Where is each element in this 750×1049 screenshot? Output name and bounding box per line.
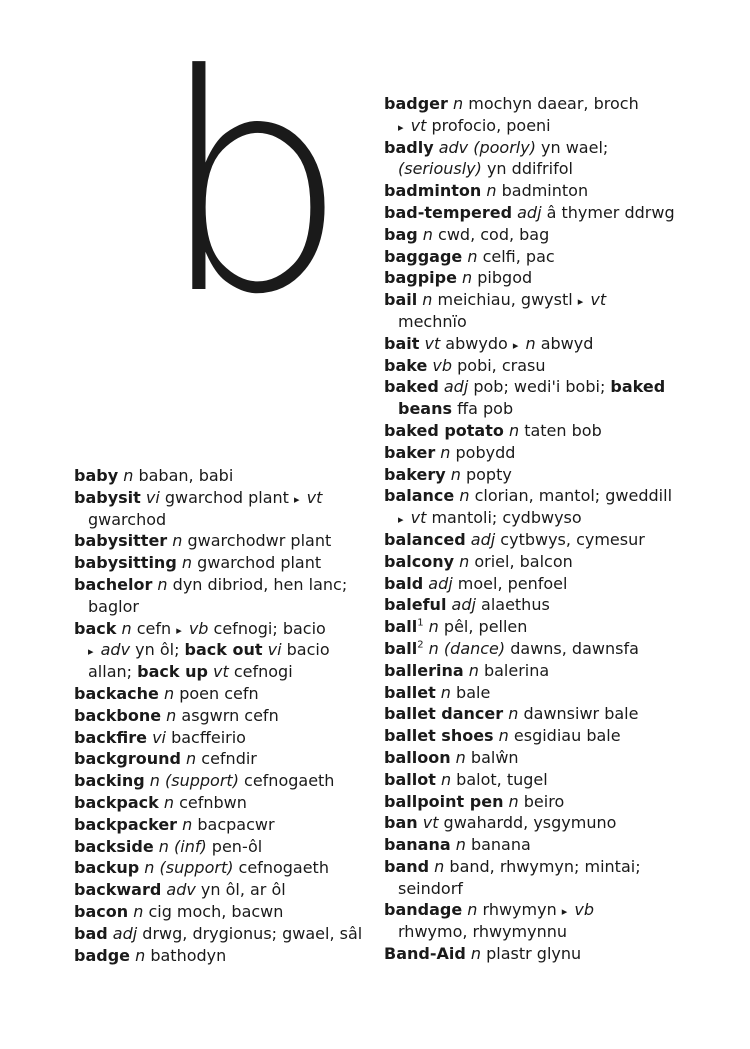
translation: gwarchod [88, 509, 167, 529]
entry-line [384, 376, 684, 398]
part-of-speech: n [417, 290, 433, 310]
part-of-speech: vb [183, 618, 209, 638]
headword: ballet [384, 682, 436, 702]
arrow-icon: ▸ [294, 492, 300, 506]
part-of-speech: adj [438, 377, 469, 397]
entry-line [384, 703, 684, 725]
translation: plastr glynu [481, 944, 582, 964]
entry-line [384, 682, 684, 704]
translation: yn wael; [535, 137, 609, 157]
translation: allan; [88, 662, 138, 682]
translation: baglor [88, 596, 139, 616]
translation: popty [460, 464, 512, 484]
part-of-speech: n [116, 618, 132, 638]
translation: cefndir [196, 749, 257, 769]
headword: badly [384, 137, 434, 157]
part-of-speech: vi [262, 640, 282, 660]
part-of-speech: n [450, 835, 466, 855]
entry-line [384, 834, 684, 856]
arrow-icon: ▸ [577, 295, 584, 309]
part-of-speech: vb [569, 900, 595, 920]
translation: gwarchod plant [159, 487, 295, 507]
translation: gwahardd, ysgymuno [438, 813, 617, 833]
translation: bacio [281, 640, 330, 660]
entry-line [384, 529, 684, 551]
part-of-speech: n [454, 551, 470, 571]
arrow-icon: ▸ [88, 645, 94, 659]
part-of-speech: n [153, 836, 169, 856]
entry-line [74, 618, 374, 640]
headword: beans [398, 399, 453, 419]
entry-line [384, 355, 684, 377]
usage-note: (support) [154, 858, 234, 878]
entry-line [384, 246, 684, 268]
headword: babysit [74, 487, 141, 507]
entry-line [384, 747, 684, 769]
entry-line [384, 660, 684, 682]
usage-note: (seriously) [398, 159, 482, 179]
section-letter: b [158, 11, 349, 360]
part-of-speech: n [447, 94, 464, 113]
translation: mechnïo [398, 311, 467, 331]
translation: gwarchodwr plant [182, 531, 332, 551]
entry-line [384, 267, 684, 289]
headword: ball [384, 638, 418, 658]
translation: mochyn daear, broch [463, 94, 639, 113]
entry-line [384, 137, 684, 159]
headword: bagpipe [384, 268, 457, 288]
translation: band, rhwymyn; mintai; [444, 856, 641, 876]
headword: bald [384, 573, 424, 593]
headword: back up [137, 662, 208, 682]
part-of-speech: n [130, 945, 146, 965]
entry-line [384, 638, 684, 660]
translation: poen cefn [174, 683, 259, 703]
headword: badger [384, 94, 448, 113]
entry-line [384, 769, 684, 791]
translation: cefnogi; bacio [208, 618, 326, 638]
headword: ballet shoes [384, 726, 494, 746]
part-of-speech: n [435, 682, 451, 702]
headword: badminton [384, 181, 482, 201]
part-of-speech: n [462, 900, 478, 920]
headword: baker [384, 442, 436, 462]
translation: balerina [478, 660, 550, 680]
headword: bandage [384, 900, 463, 920]
part-of-speech: n [417, 224, 433, 244]
translation: balot, tugel [451, 769, 548, 789]
translation: gwarchod plant [192, 553, 322, 573]
translation: oriel, balcon [469, 551, 573, 571]
translation: beiro [518, 791, 565, 811]
translation: balŵn [465, 747, 519, 767]
entry-continuation [74, 661, 374, 683]
part-of-speech: n [481, 181, 497, 201]
headword: balanced [384, 529, 466, 549]
entry-line [384, 202, 684, 224]
part-of-speech: n [503, 791, 519, 811]
headword: ballot [384, 769, 436, 789]
entry-line [74, 465, 374, 487]
translation: banana [465, 835, 531, 855]
homograph-number: 1 [417, 617, 424, 629]
translation: clorian, mantol; gweddill [469, 486, 673, 506]
part-of-speech: vi [140, 487, 160, 507]
entry-line [384, 616, 684, 638]
entry-line [74, 814, 374, 836]
entry-line [384, 464, 684, 486]
translation: dyn dibriod, hen lanc; [167, 574, 348, 594]
part-of-speech: n [503, 704, 519, 724]
left-column [74, 465, 374, 966]
translation: esgidiau bale [508, 726, 621, 746]
translation: cytbwys, cymesur [495, 529, 645, 549]
translation: pêl, pellen [438, 617, 528, 637]
entry-continuation [384, 115, 684, 137]
part-of-speech: n [520, 333, 536, 353]
entry-line [384, 943, 684, 965]
translation: profocio, poeni [426, 115, 551, 135]
part-of-speech: n [161, 705, 177, 725]
headword: balance [384, 486, 455, 506]
headword: backward [74, 880, 162, 900]
arrow-icon: ▸ [398, 120, 404, 134]
entry-line [384, 93, 684, 115]
headword: balcony [384, 551, 455, 571]
translation: yn ôl; [130, 640, 185, 660]
part-of-speech: n [462, 246, 478, 266]
translation: rhwymyn [477, 900, 562, 920]
headword: baggage [384, 246, 463, 266]
entry-continuation [384, 311, 684, 333]
translation: abwyd [535, 333, 594, 353]
translation: yn ôl, ar ôl [195, 880, 286, 900]
headword: backing [74, 771, 145, 791]
entry-line [74, 923, 374, 945]
part-of-speech: n [144, 771, 160, 791]
headword: baked [384, 377, 439, 397]
headword: bag [384, 224, 418, 244]
usage-note: (inf) [168, 836, 207, 856]
entry-line [74, 836, 374, 858]
part-of-speech: adj [512, 202, 542, 222]
entry-continuation [74, 509, 374, 531]
part-of-speech: n [454, 486, 470, 506]
headword: backpack [74, 792, 159, 812]
entry-line [384, 725, 684, 747]
headword: bad-tempered [384, 202, 513, 222]
entry-continuation [384, 921, 684, 943]
translation: bacpacwr [192, 814, 275, 834]
headword: baked [610, 377, 666, 397]
headword: bail [384, 290, 418, 310]
part-of-speech: vt [585, 290, 607, 310]
part-of-speech: n [176, 553, 192, 573]
translation: cefnogaeth [233, 858, 329, 878]
translation: yn ddifrifol [481, 159, 573, 179]
headword: bait [384, 333, 420, 353]
part-of-speech: vi [146, 727, 166, 747]
translation: cefnbwn [173, 792, 247, 812]
headword: baby [74, 466, 119, 485]
part-of-speech: n [177, 814, 193, 834]
headword: backup [74, 858, 140, 878]
part-of-speech: vt [301, 487, 323, 507]
usage-note: (dance) [438, 638, 506, 658]
entry-line [384, 420, 684, 442]
part-of-speech: n [445, 464, 461, 484]
part-of-speech: n [493, 726, 509, 746]
entry-line [384, 594, 684, 616]
entry-line [74, 574, 374, 596]
entry-line [74, 727, 374, 749]
entry-continuation [384, 158, 684, 180]
headword: bacon [74, 901, 129, 921]
part-of-speech: vb [427, 355, 453, 375]
entry-line [74, 901, 374, 923]
entry-line [384, 573, 684, 595]
headword: balloon [384, 747, 451, 767]
part-of-speech: n [429, 856, 445, 876]
arrow-icon: ▸ [512, 338, 519, 352]
entry-line [384, 180, 684, 202]
part-of-speech: n [456, 268, 473, 288]
translation: bacffeirio [165, 727, 246, 747]
entry-line [74, 530, 374, 552]
entry-line [74, 857, 374, 879]
headword: background [74, 749, 181, 769]
part-of-speech: n [152, 574, 168, 594]
part-of-speech: n [463, 660, 479, 680]
headword: ballet dancer [384, 704, 504, 724]
entry-line [384, 812, 684, 834]
part-of-speech: n [118, 466, 134, 485]
part-of-speech: adv [161, 880, 196, 900]
entry-line [74, 770, 374, 792]
entry-line [74, 792, 374, 814]
translation: celfi, pac [477, 246, 555, 266]
translation: ffa pob [452, 399, 514, 419]
headword: baleful [384, 595, 447, 615]
translation: cefn [131, 618, 177, 638]
headword: band [384, 856, 430, 876]
translation: taten bob [519, 420, 602, 440]
headword: backside [74, 836, 154, 856]
translation: bale [450, 682, 491, 702]
headword: baked potato [384, 420, 504, 440]
part-of-speech: vt [405, 508, 427, 528]
arrow-icon: ▸ [398, 513, 404, 527]
headword: ballpoint pen [384, 791, 504, 811]
part-of-speech: adj [423, 573, 453, 593]
headword: bachelor [74, 574, 153, 594]
translation: dawnsiwr bale [518, 704, 639, 724]
translation: pobydd [450, 442, 516, 462]
part-of-speech: n [435, 769, 452, 789]
translation: alaethus [475, 595, 550, 615]
entry-line [384, 551, 684, 573]
homograph-number: 2 [417, 639, 424, 651]
translation: abwydo [440, 333, 513, 353]
translation: pob; wedi'i bobi; [468, 377, 611, 397]
translation: cefnogi [228, 662, 293, 682]
headword: ban [384, 813, 418, 833]
part-of-speech: n [158, 792, 174, 812]
entry-line [384, 442, 684, 464]
translation: rhwymo, rhwymynnu [398, 922, 568, 942]
headword: backfire [74, 727, 147, 747]
translation: pibgod [472, 268, 533, 288]
translation: drwg, drygionus; gwael, sâl [137, 923, 363, 943]
translation: â thymer ddrwg [541, 202, 675, 222]
part-of-speech: n [465, 944, 482, 964]
part-of-speech: vt [419, 333, 441, 353]
part-of-speech: n [180, 749, 197, 769]
translation: pen-ôl [206, 836, 263, 856]
arrow-icon: ▸ [176, 623, 182, 637]
headword: babysitting [74, 553, 177, 573]
translation: dawns, dawnsfa [505, 638, 639, 658]
translation: badminton [496, 181, 589, 201]
part-of-speech: vt [207, 662, 229, 682]
headword: back [74, 618, 117, 638]
part-of-speech: n [423, 617, 439, 637]
entry-continuation [384, 398, 684, 420]
part-of-speech: n [158, 683, 175, 703]
part-of-speech: adj [107, 923, 138, 943]
usage-note: (poorly) [468, 137, 536, 157]
part-of-speech: n [503, 420, 520, 440]
headword: Band-Aid [384, 944, 466, 964]
headword: backpacker [74, 814, 178, 834]
entry-line [74, 748, 374, 770]
headword: back out [184, 640, 263, 660]
headword: ballerina [384, 660, 464, 680]
entry-continuation [74, 596, 374, 618]
translation: cig moch, bacwn [143, 901, 284, 921]
entry-line [384, 333, 684, 355]
headword: badge [74, 945, 131, 965]
headword: bad [74, 923, 108, 943]
headword: babysitter [74, 531, 168, 551]
right-column [384, 93, 684, 965]
part-of-speech: n [128, 901, 144, 921]
translation: mantoli; cydbwyso [426, 508, 582, 528]
headword: banana [384, 835, 451, 855]
part-of-speech: n [167, 531, 183, 551]
translation: cefnogaeth [238, 771, 335, 791]
translation: cwd, cod, bag [432, 224, 550, 244]
entry-line [384, 899, 684, 921]
entry-continuation [74, 639, 374, 661]
entry-line [384, 791, 684, 813]
entry-line [74, 705, 374, 727]
part-of-speech: vt [405, 115, 427, 135]
translation: baban, babi [133, 466, 234, 485]
part-of-speech: n [450, 747, 466, 767]
translation: meichiau, gwystl [432, 290, 578, 310]
headword: bakery [384, 464, 446, 484]
part-of-speech: n [435, 442, 451, 462]
usage-note: (support) [159, 771, 239, 791]
entry-line [74, 879, 374, 901]
entry-line [74, 945, 374, 967]
headword: backbone [74, 705, 162, 725]
part-of-speech: n [423, 638, 439, 658]
translation: moel, penfoel [452, 573, 568, 593]
part-of-speech: adj [465, 529, 496, 549]
translation: pobi, crasu [452, 355, 546, 375]
translation: asgwrn cefn [176, 705, 279, 725]
translation: seindorf [398, 878, 463, 898]
arrow-icon: ▸ [561, 905, 568, 919]
part-of-speech: adv [433, 137, 469, 157]
entry-line [384, 856, 684, 878]
entry-line [384, 485, 684, 507]
translation: bathodyn [145, 945, 227, 965]
entry-line [384, 224, 684, 246]
headword: bake [384, 355, 428, 375]
part-of-speech: n [139, 858, 155, 878]
headword: ball [384, 617, 418, 637]
entry-line [74, 552, 374, 574]
headword: backache [74, 683, 159, 703]
entry-continuation [384, 878, 684, 900]
part-of-speech: adv [95, 640, 131, 660]
entry-line [74, 487, 374, 509]
part-of-speech: adj [446, 595, 476, 615]
entry-line [74, 683, 374, 705]
part-of-speech: vt [417, 813, 439, 833]
entry-line [384, 289, 684, 311]
entry-continuation [384, 507, 684, 529]
